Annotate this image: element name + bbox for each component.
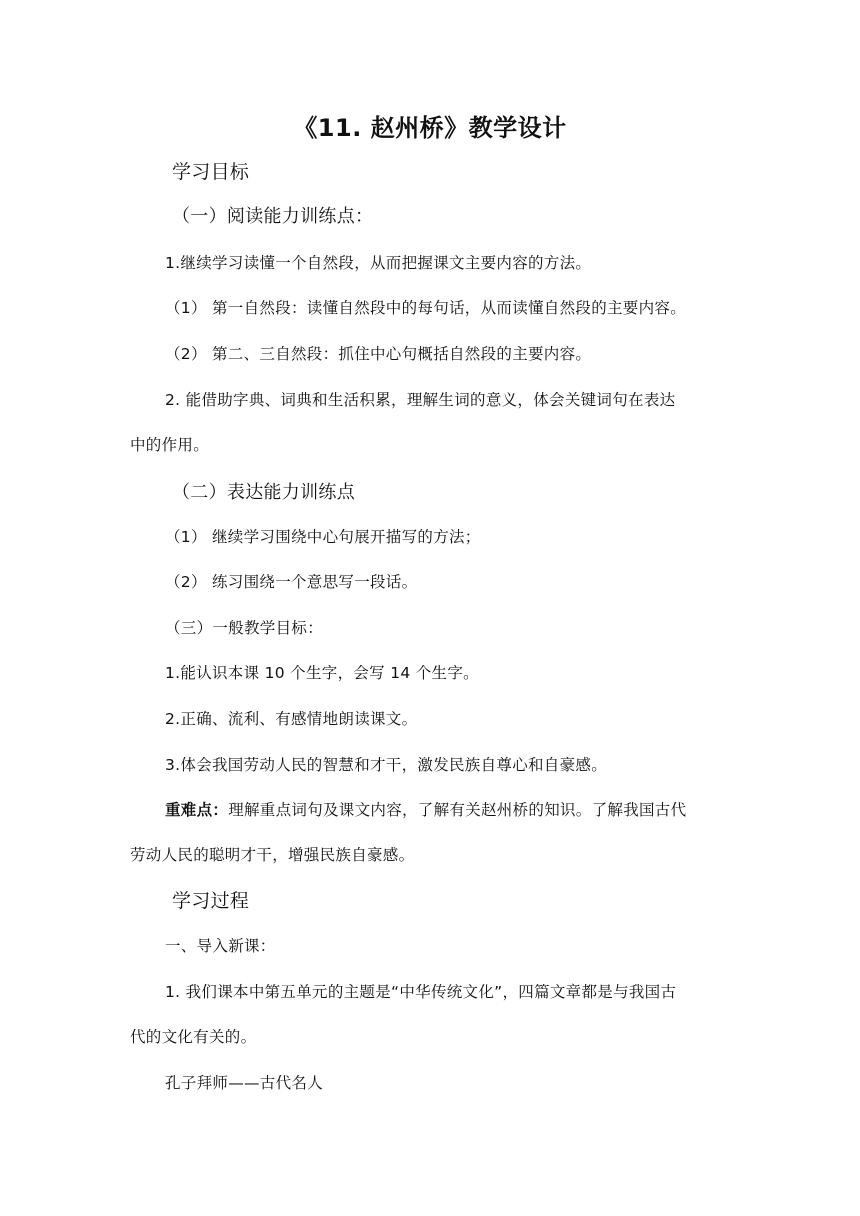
section-heading-process: 学习过程 (172, 890, 250, 912)
paragraph: （2） 练习围绕一个意思写一段话。 (165, 573, 418, 591)
paragraph: 2.正确、流利、有感情地朗读课文。 (165, 710, 418, 728)
paragraph-line: 中的作用。 (130, 436, 210, 454)
key-points-label: 重难点： (165, 801, 229, 819)
section-heading-goals: 学习目标 (172, 161, 250, 183)
subheading-general-goals: （三）一般教学目标： (165, 619, 324, 637)
paragraph: 1.能认识本课 10 个生字，会写 14 个生字。 (165, 664, 479, 682)
paragraph: 3.体会我国劳动人民的智慧和才干，激发民族自尊心和自豪感。 (165, 756, 607, 774)
paragraph-line: 代的文化有关的。 (130, 1028, 257, 1046)
subheading-reading-skills: （一）阅读能力训练点： (172, 206, 374, 227)
paragraph: 1.继续学习读懂一个自然段，从而把握课文主要内容的方法。 (165, 254, 592, 272)
subheading-expression-skills: （二）表达能力训练点 (172, 482, 355, 503)
paragraph: （1） 继续学习围绕中心句展开描写的方法； (165, 528, 481, 546)
key-points-text: 理解重点词句及课文内容，了解有关赵州桥的知识。了解我国古代 (228, 801, 687, 819)
paragraph-line: 2. 能借助字典、词典和生活积累，理解生词的意义，体会关键词句在表达 (165, 391, 676, 409)
paragraph-line: 1. 我们课本中第五单元的主题是“中华传统文化”，四篇文章都是与我国古 (165, 983, 677, 1001)
paragraph-line: 劳动人民的聪明才干，增强民族自豪感。 (130, 846, 415, 864)
document-title: 《11. 赵州桥》教学设计 (293, 114, 567, 142)
paragraph: （2） 第二、三自然段：抓住中心句概括自然段的主要内容。 (165, 345, 592, 363)
paragraph: （1） 第一自然段：读懂自然段中的每句话，从而读懂自然段的主要内容。 (165, 299, 686, 317)
paragraph: 孔子拜师——古代名人 (165, 1074, 324, 1092)
key-points-line (165, 800, 686, 820)
part-heading: 一、导入新课： (165, 937, 276, 955)
